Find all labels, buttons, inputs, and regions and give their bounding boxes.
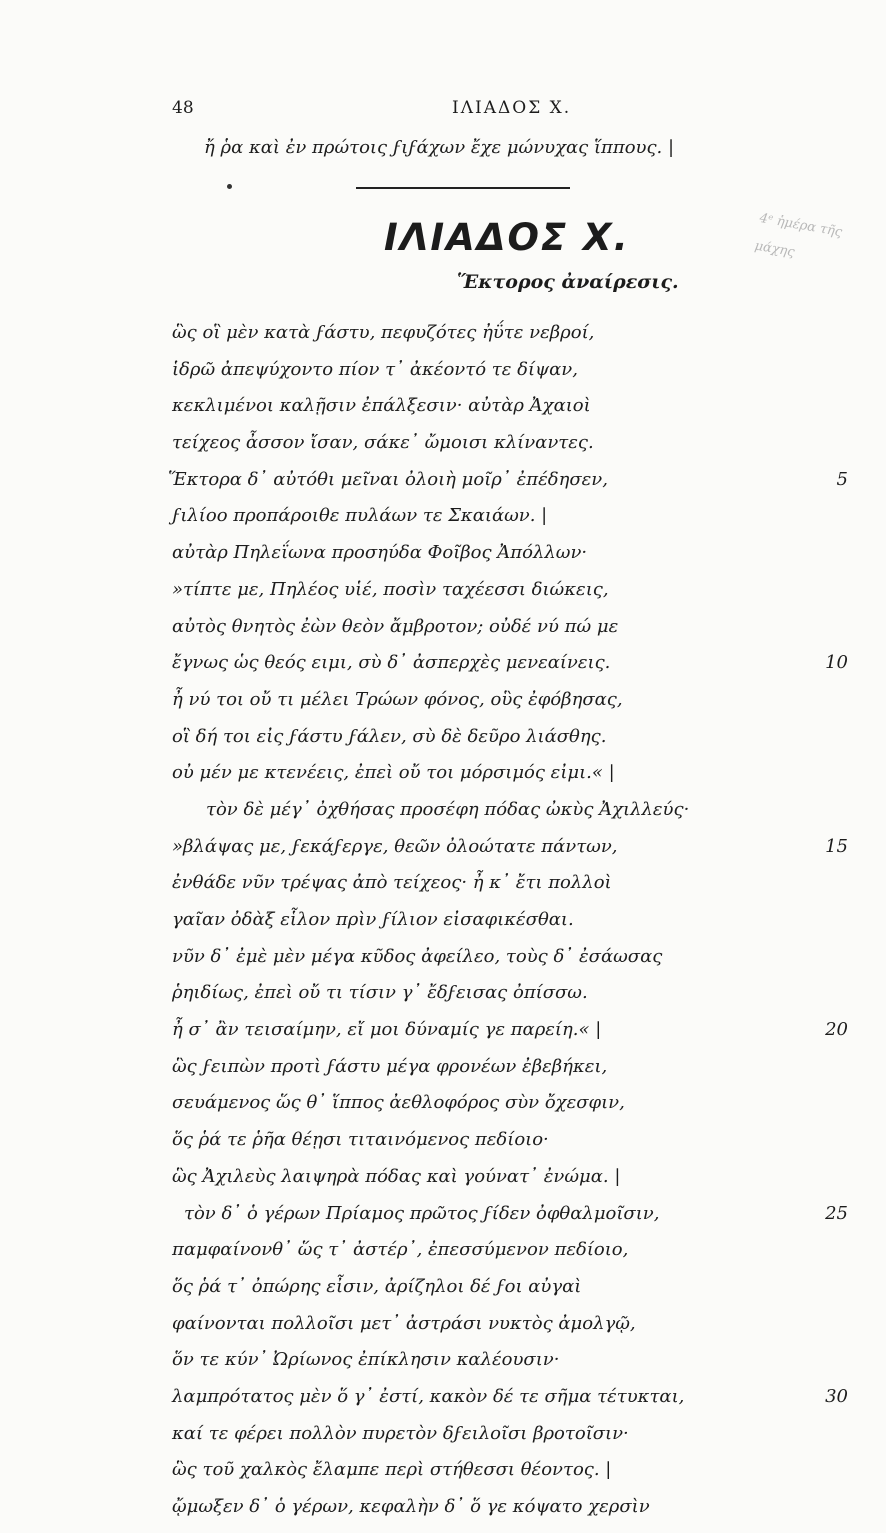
verse-text: ϝιλίοο προπάροιθε πυλάων τε Σκαιάων. | — [172, 505, 548, 527]
verse-text: σευάμενος ὥς θ᾽ ἵππος ἀεθλοφόρος σὺν ὄχεσφιν, — [172, 1092, 625, 1114]
verse-text: »βλάψας με, ϝεκάϝεργε, θεῶν ὀλοώτατε πάντων, — [172, 835, 618, 857]
verse-line — [0, 1459, 886, 1496]
verse-line — [0, 1166, 886, 1203]
line-number: 5 — [836, 468, 848, 490]
line-number: 20 — [825, 1019, 848, 1041]
verse-text: αὐτὸς θνητὸς ἐὼν θεὸν ἄμβροτον; οὐδέ νύ πώ με — [172, 615, 619, 637]
verse-text: τὸν δ᾽ ὁ γέρων Πρίαμος πρῶτος ϝίδεν ὀφθαλμοῖσιν, — [184, 1202, 660, 1224]
handwritten-margin-note: 4ᵉ ἡμέρα τῆς μάχης — [753, 210, 844, 261]
verse-line — [0, 1349, 886, 1386]
verse-text: ἦ νύ τοι οὔ τι μέλει Τρώων φόνος, οὓς ἐφόβησας, — [172, 688, 623, 710]
verse-line — [0, 322, 886, 359]
verse-text: ἐνθάδε νῦν τρέψας ἀπὸ τείχεος· ἦ κ᾽ ἔτι πολλοὶ — [172, 872, 612, 894]
verse-text: ὣς οἳ μὲν κατὰ ϝάστυ, πεφυζότες ἠΰτε νεβροί, — [172, 322, 595, 343]
verse-line — [0, 872, 886, 909]
verse-line — [0, 469, 886, 506]
verse-line — [0, 1496, 886, 1533]
verse-text: ὣς Ἀχιλεὺς λαιψηρὰ πόδας καὶ γούνατ᾽ ἐνώμα. | — [172, 1165, 621, 1187]
verse-line — [0, 909, 886, 946]
verse-line — [0, 1203, 886, 1240]
verse-line — [0, 689, 886, 726]
verse-line — [0, 359, 886, 396]
verse-text: γαῖαν ὀδὰξ εἷλον πρὶν ϝίλιον εἰσαφικέσθαι. — [172, 909, 574, 930]
verse-line — [0, 1276, 886, 1313]
verse-block — [0, 322, 886, 1533]
ink-dot — [227, 184, 232, 189]
verse-text: οἳ δή τοι εἰς ϝάστυ ϝάλεν, σὺ δὲ δεῦρο λιάσθης. — [172, 725, 607, 747]
verse-line — [0, 762, 886, 799]
verse-line — [0, 982, 886, 1019]
line-number: 25 — [825, 1202, 848, 1224]
verse-line — [0, 395, 886, 432]
verse-text: Ἕκτορα δ᾽ αὐτόθι μεῖναι ὀλοιὴ μοῖρ᾽ ἐπέδησεν, — [168, 468, 608, 490]
verse-line — [0, 1129, 886, 1166]
book-title: ΙΛΙΑΔΟΣ Χ. — [384, 216, 630, 259]
verse-text: οὐ μέν με κτενέεις, ἐπεὶ οὔ τοι μόρσιμός εἰμι.« | — [172, 762, 615, 784]
section-divider — [356, 187, 570, 189]
verse-text: κεκλιμένοι καλῇσιν ἐπάλξεσιν· αὐτὰρ Ἀχαιοὶ — [172, 395, 591, 417]
verse-line — [0, 1092, 886, 1129]
verse-text: ὅν τε κύν᾽ Ὠρίωνος ἐπίκλησιν καλέουσιν· — [172, 1349, 560, 1371]
verse-text: ὣς τοῦ χαλκὸς ἔλαμπε περὶ στήθεσσι θέοντος. | — [172, 1459, 612, 1481]
verse-line — [0, 505, 886, 542]
line-number: 30 — [825, 1385, 848, 1407]
verse-line — [0, 579, 886, 616]
verse-text: ὅς ῥά τε ῥῆα θέῃσι τιταινόμενος πεδίοιο· — [172, 1129, 549, 1151]
verse-text: νῦν δ᾽ ἐμὲ μὲν μέγα κῦδος ἀφείλεο, τοὺς δ᾽ ἐσάωσας — [172, 945, 663, 967]
verse-text: ἔγνως ὡς θεός ειμι, σὺ δ᾽ ἀσπερχὲς μενεαίνεις. — [172, 652, 611, 674]
verse-text: »τίπτε με, Πηλέος υἱέ, ποσὶν ταχέεσσι διώκεις, — [172, 578, 609, 600]
verse-text: φαίνονται πολλοῖσι μετ᾽ ἀστράσι νυκτὸς ἀμολγῷ, — [172, 1312, 636, 1334]
verse-line — [0, 836, 886, 873]
verse-text: ῥηιδίως, ἐπεὶ οὔ τι τίσιν γ᾽ ἔδϝεισας ὀπίσσω. — [172, 982, 588, 1004]
verse-line — [0, 946, 886, 983]
verse-text: ὣς ϝειπὼν προτὶ ϝάστυ μέγα φρονέων ἐβεβήκει, — [172, 1055, 608, 1077]
verse-line — [0, 726, 886, 763]
page-number: 48 — [172, 98, 194, 118]
previous-book-last-line: ἤ ῥα καὶ ἐν πρώτοις ϝιϝάχων ἔχε μώνυχας ἵππους. | — [204, 137, 675, 158]
verse-line — [0, 799, 886, 836]
verse-line — [0, 432, 886, 469]
verse-line — [0, 1056, 886, 1093]
verse-line — [0, 1313, 886, 1350]
verse-text: παμφαίνονθ᾽ ὥς τ᾽ ἀστέρ᾽, ἐπεσσύμενον πεδίοιο, — [172, 1239, 629, 1261]
verse-line — [0, 652, 886, 689]
verse-text: ᾤμωξεν δ᾽ ὁ γέρων, κεφαλὴν δ᾽ ὅ γε κόψατο χερσὶν — [172, 1496, 650, 1517]
line-number: 15 — [825, 835, 848, 857]
verse-line — [0, 1239, 886, 1276]
verse-text: τείχεος ἆσσον ἴσαν, σάκε᾽ ὤμοισι κλίναντες. — [172, 432, 594, 454]
verse-text: καί τε φέρει πολλὸν πυρετὸν δϝειλοῖσι βροτοῖσιν· — [172, 1422, 629, 1444]
book-subtitle: Ἕκτορος ἀναίρεσις. — [457, 271, 679, 293]
verse-text: αὐτὰρ Πηλεΐωνα προσηύδα Φοῖβος Ἀπόλλων· — [172, 542, 588, 564]
verse-line — [0, 1019, 886, 1056]
verse-text: τὸν δὲ μέγ᾽ ὀχθήσας προσέφη πόδας ὠκὺς Ἀχιλλεύς· — [206, 798, 690, 820]
running-title: ΙΛΙΑΔΟΣ Χ. — [452, 98, 572, 118]
verse-text: ἦ σ᾽ ἂν τεισαίμην, εἴ μοι δύναμίς γε παρείη.« | — [172, 1019, 602, 1041]
verse-line — [0, 542, 886, 579]
verse-text: ὅς ῥά τ᾽ ὀπώρης εἶσιν, ἀρίζηλοι δέ ϝοι αὐγαὶ — [172, 1275, 582, 1297]
verse-text: λαμπρότατος μὲν ὅ γ᾽ ἐστί, κακὸν δέ τε σῆμα τέτυκται, — [172, 1385, 685, 1407]
line-number: 10 — [825, 652, 848, 674]
verse-line — [0, 1386, 886, 1423]
verse-line — [0, 1423, 886, 1460]
verse-text: ἱδρῶ ἀπεψύχοντο πίον τ᾽ ἀκέοντό τε δίψαν, — [172, 358, 578, 380]
verse-line — [0, 616, 886, 653]
